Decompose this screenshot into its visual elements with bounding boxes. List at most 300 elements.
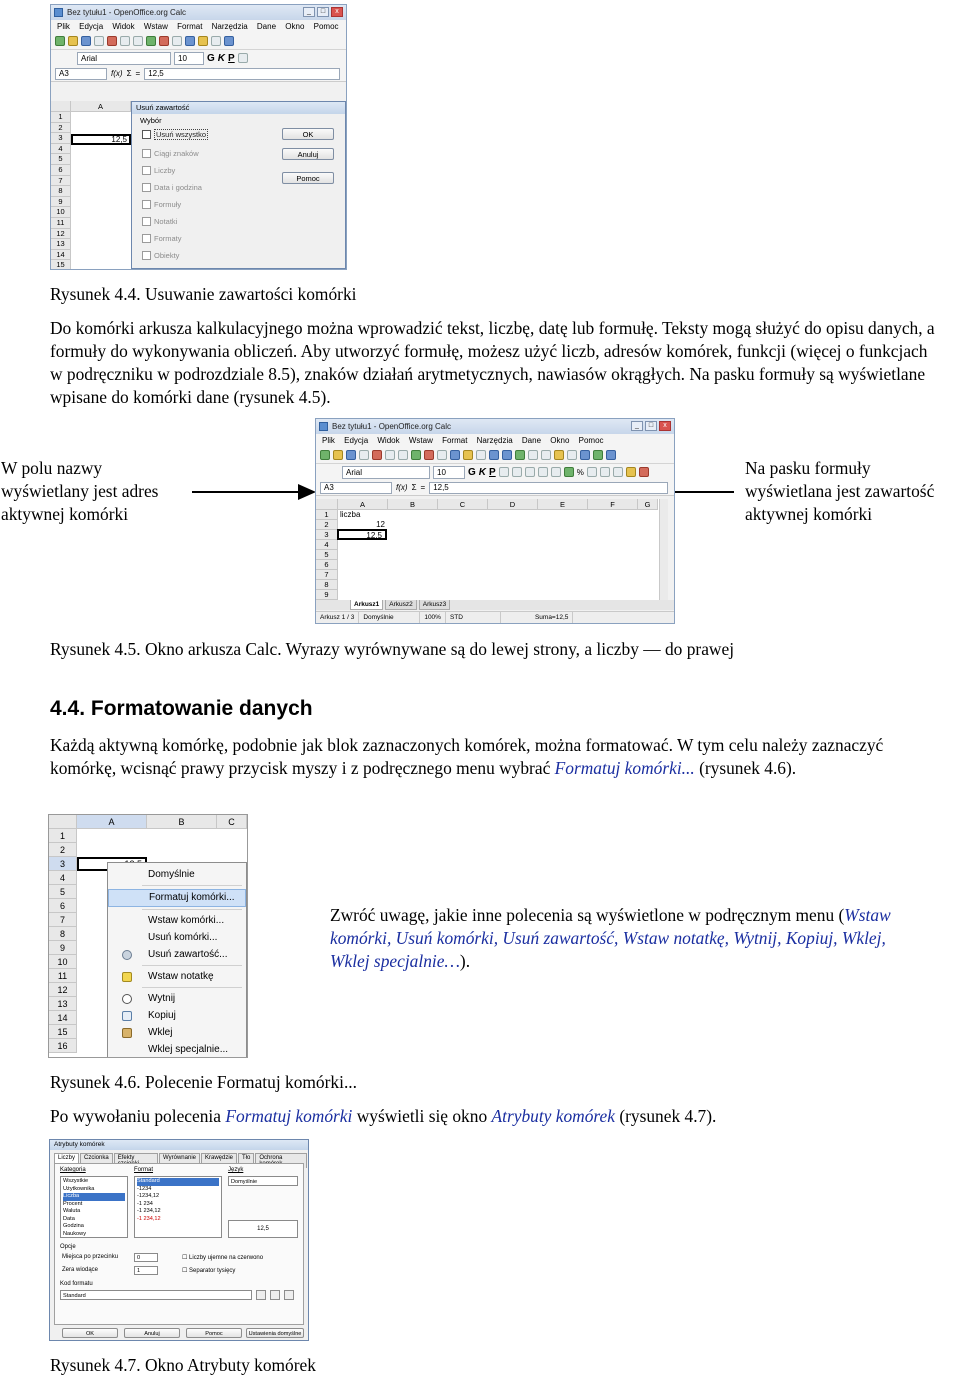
attributes-dialog-title: Atrybuty komórek (50, 1140, 308, 1150)
fig45-grid (316, 499, 666, 600)
row-header[interactable]: 8 (316, 580, 338, 590)
column-header[interactable]: C (438, 499, 488, 510)
menu-plik[interactable]: Plik (57, 22, 70, 31)
cancel-button[interactable]: Anuluj (124, 1328, 180, 1338)
corner-cell[interactable] (49, 815, 77, 829)
menu-okno[interactable]: Okno (550, 436, 570, 445)
cut-icon[interactable] (172, 36, 182, 46)
dialog-title: Usuń zawartość (132, 102, 345, 114)
preview-icon[interactable] (398, 450, 408, 460)
menu-item-insert-note[interactable] (108, 969, 246, 985)
note-items: Wstaw komórki, Usuń komórki, Usuń zawartość, Wstaw notatkę, Wytnij, Kopiuj, Wklej, Wklej specjalnie… (330, 905, 891, 971)
font-size-select[interactable]: 10 (433, 466, 465, 479)
menu-item-delete-contents[interactable] (108, 947, 246, 963)
fig44-window-title: Bez tytułu1 - OpenOffice.org Calc (67, 8, 187, 17)
menu-wstaw[interactable]: Wstaw (143, 22, 168, 31)
language-label: Język (228, 1167, 244, 1173)
sort-desc-icon[interactable] (541, 450, 551, 460)
row-header[interactable]: 11 (49, 969, 77, 983)
option-formats[interactable]: Formaty (142, 234, 182, 243)
decimal-places-label: Miejsca po przecinku (62, 1254, 119, 1260)
equals-icon[interactable]: = (135, 69, 141, 78)
row-header[interactable]: 9 (49, 941, 77, 955)
font-name-select[interactable]: Arial (77, 52, 171, 65)
autospell-icon[interactable] (159, 36, 169, 46)
sort-asc-icon[interactable] (528, 450, 538, 460)
row-header[interactable]: 12 (49, 983, 77, 997)
menu-item-copy[interactable] (108, 1008, 246, 1024)
decimal-icon[interactable] (587, 467, 597, 477)
category-label: Kategoria (60, 1167, 86, 1173)
copy-icon (122, 1011, 132, 1021)
row-header[interactable]: 8 (51, 186, 71, 197)
dialog-group-label: Wybór (140, 116, 162, 125)
row-header[interactable]: 14 (49, 1011, 77, 1025)
navigator-icon[interactable] (580, 450, 590, 460)
sum-icon[interactable]: Σ (411, 483, 417, 492)
column-header[interactable]: G (638, 499, 658, 510)
paste-icon[interactable] (198, 36, 208, 46)
fig45-screenshot (315, 418, 675, 624)
option-objects[interactable]: Obiekty (142, 251, 179, 260)
right-annotation-line1: Na pasku formuły (745, 458, 871, 478)
bold-icon[interactable]: G (207, 52, 215, 64)
justify-icon[interactable] (538, 467, 548, 477)
category-item-selected[interactable]: Liczba (63, 1193, 125, 1201)
spellcheck-icon[interactable] (146, 36, 156, 46)
negative-red-label: Liczby ujemne na czerwono (189, 1255, 264, 1261)
status-bar (316, 611, 674, 623)
menu-separator (142, 965, 242, 966)
draw-icon[interactable] (567, 450, 577, 460)
menu-item-paste-label: Wklej (148, 1027, 173, 1038)
row-header[interactable]: 5 (316, 550, 338, 560)
format-list[interactable] (134, 1176, 222, 1238)
right-annotation-line2: wyświetlana jest zawartość (745, 481, 935, 501)
indent-icon[interactable] (600, 467, 610, 477)
menu-dane[interactable]: Dane (256, 22, 277, 31)
format-item[interactable]: -1 234,12 (137, 1208, 161, 1214)
menu-format[interactable]: Format (177, 22, 203, 31)
fig44-toolbar (51, 33, 346, 50)
copy-icon[interactable] (185, 36, 195, 46)
note-text: Zwróć uwagę, jakie inne polecenia są wyświetlone w podręcznym menu ( (330, 905, 845, 925)
fig45-format-bar (316, 464, 674, 480)
row-header[interactable]: 6 (316, 560, 338, 570)
left-annotation-line3: aktywnej komórki (1, 504, 129, 524)
menu-item-delete-cells[interactable]: Usuń komórki... (148, 932, 218, 943)
paragraph-attributes (50, 1105, 716, 1128)
save-icon[interactable] (81, 36, 91, 46)
note-context-menu (330, 904, 920, 973)
row-header[interactable]: 4 (51, 144, 71, 155)
menu-pomoc[interactable]: Pomoc (313, 22, 339, 31)
row-header[interactable]: 14 (51, 250, 71, 261)
row-header[interactable]: 7 (49, 913, 77, 927)
align-left-icon[interactable] (499, 467, 509, 477)
paragraph-intro: Do komórki arkusza kalkulacyjnego można wprowadzić tekst, liczbę, datę lub formułę. Teksty mogą służyć do opisu danych, a formuły do wykonywania obliczeń. Aby utworzyć formułę, możesz użyć liczb, adresów komórek, funkcji (więcej o funkcjach w podręczniku w podrozdziale 8.5), znaków działań arytmetycznych, nawiasów okrągłych. Na pasku formuły są wyświetlane wpisane do komórki dane (rysunek 4.5). (50, 318, 935, 407)
row-header[interactable]: 4 (49, 871, 77, 885)
preview-icon[interactable] (133, 36, 143, 46)
maximize-icon[interactable]: □ (645, 421, 657, 431)
gallery-icon[interactable] (593, 450, 603, 460)
tab-font-effects[interactable]: Efekty (114, 1153, 158, 1168)
cut-icon[interactable] (437, 450, 447, 460)
undo-icon[interactable] (489, 450, 499, 460)
fig45-formula-bar (316, 480, 674, 496)
menu-item-copy-label: Kopiuj (148, 1010, 176, 1021)
font-name-select[interactable]: Arial (342, 466, 430, 479)
option-numbers[interactable]: Liczby (142, 166, 175, 175)
row-header[interactable]: 7 (51, 176, 71, 187)
format-cells-link-2: Formatuj komórki (225, 1106, 353, 1126)
status-mode: STD (446, 612, 501, 623)
menu-item-insert-cells[interactable]: Wstaw komórki... (148, 915, 225, 926)
print-icon[interactable] (120, 36, 130, 46)
help-button[interactable]: Pomoc (186, 1328, 242, 1338)
category-item[interactable]: Godzina (63, 1223, 84, 1229)
sum-icon[interactable]: Σ (126, 69, 132, 78)
row-header[interactable]: 6 (49, 899, 77, 913)
fig45-menubar (316, 434, 674, 447)
delete-contents-dialog (131, 101, 346, 269)
brush-icon[interactable] (211, 36, 221, 46)
close-icon[interactable]: x (659, 421, 671, 431)
row-header[interactable]: 2 (51, 123, 71, 134)
row-header[interactable]: 4 (316, 540, 338, 550)
cell-a1[interactable]: liczba (340, 510, 361, 519)
row-header[interactable]: 10 (51, 207, 71, 218)
language-select[interactable]: Domyślnie (228, 1176, 298, 1186)
row-header[interactable]: 11 (51, 218, 71, 229)
option-strings[interactable]: Ciągi znaków (142, 149, 199, 158)
check-icon[interactable] (256, 1290, 266, 1300)
currency-icon[interactable] (564, 467, 574, 477)
paste-icon (122, 1028, 132, 1038)
pdf-icon[interactable] (372, 450, 382, 460)
status-style: Domyślnie (359, 612, 420, 623)
right-annotation (745, 457, 960, 526)
option-notes[interactable]: Notatki (142, 217, 177, 226)
italic-icon[interactable]: K (478, 466, 487, 478)
cell-attributes-dialog (49, 1139, 309, 1341)
menu-widok[interactable]: Widok (377, 436, 400, 445)
row-header[interactable]: 13 (51, 239, 71, 250)
option-delete-all[interactable]: Usuń wszystko (142, 129, 208, 140)
ok-button[interactable]: OK (282, 128, 334, 140)
format-preview: 12,5 (228, 1220, 298, 1238)
row-header[interactable]: 3 (51, 133, 71, 144)
column-header[interactable]: C (217, 815, 247, 829)
column-header-a[interactable]: A (71, 101, 131, 112)
row-header[interactable]: 1 (51, 112, 71, 123)
fig44-screenshot (50, 4, 347, 270)
row-header[interactable]: 15 (51, 260, 71, 270)
align-center-icon[interactable] (512, 467, 522, 477)
formula-input[interactable]: 12,5 (429, 482, 668, 494)
fig44-window-buttons (303, 7, 343, 17)
scissors-icon (122, 994, 132, 1004)
fig44-format-bar (51, 50, 346, 66)
format-code-label: Kod formatu (60, 1281, 93, 1287)
column-header[interactable]: E (538, 499, 588, 510)
menu-okno[interactable]: Okno (285, 22, 305, 31)
menu-edycja[interactable]: Edycja (79, 22, 104, 31)
tab-arkusz2[interactable]: Arkusz2 (385, 600, 416, 610)
row-header[interactable]: 15 (49, 1025, 77, 1039)
menu-separator (142, 909, 242, 910)
fig46-screenshot (48, 814, 248, 1058)
edit-comment-icon[interactable] (270, 1290, 280, 1300)
paragraph-attributes-text: Po wywołaniu polecenia (50, 1106, 226, 1126)
save-icon[interactable] (346, 450, 356, 460)
menu-separator (142, 987, 242, 988)
leading-zeros-label: Zera wiodące (62, 1267, 99, 1273)
column-header[interactable]: A (338, 499, 388, 510)
tab-alignment[interactable]: Wyrównanie (159, 1153, 200, 1168)
format-item[interactable]: -1 234 (137, 1200, 153, 1207)
italic-icon[interactable]: K (217, 52, 226, 64)
borders-icon[interactable] (613, 467, 623, 477)
fig45-caption: Rysunek 4.5. Okno arkusza Calc. Wyrazy wyrównywane są do lewej strony, a liczby — do prawej (50, 639, 735, 659)
paragraph-format-text: Każdą aktywną komórkę, podobnie jak blok zaznaczonych komórek, można formatować. W tym celu należy zaznaczyć komórkę, wcisnąć prawy przycisk myszy i z podręcznego menu wybrać (50, 735, 884, 778)
row-header[interactable]: 9 (51, 197, 71, 208)
bold-icon[interactable]: G (468, 466, 476, 478)
menu-separator (142, 885, 242, 886)
left-annotation-line2: wyświetlany jest adres (1, 481, 159, 501)
brush-icon[interactable] (476, 450, 486, 460)
status-sum: Suma=12,5 (531, 612, 573, 623)
menu-plik[interactable]: Plik (322, 436, 335, 445)
minimize-icon[interactable]: _ (631, 421, 643, 431)
tab-cell-protection[interactable]: Ochrona (255, 1153, 307, 1168)
cell-a3[interactable]: 12,5 (71, 134, 131, 145)
menu-item-cut[interactable] (108, 991, 246, 1007)
tab-borders[interactable]: Krawędzie (201, 1153, 237, 1168)
corner-cell[interactable] (316, 499, 338, 510)
reset-defaults-button[interactable]: Ustawienia domyślne (246, 1328, 304, 1338)
menu-item-paste[interactable] (108, 1025, 246, 1041)
edit-icon[interactable] (359, 450, 369, 460)
cancel-button[interactable]: Anuluj (282, 148, 334, 160)
tab-background[interactable]: Tło (238, 1153, 254, 1168)
fig45-titlebar (316, 419, 674, 434)
format-cells-link: Formatuj komórki... (554, 758, 695, 778)
open-folder-icon[interactable] (333, 450, 343, 460)
fig45-window-title: Bez tytułu1 - OpenOffice.org Calc (332, 422, 452, 431)
ok-button[interactable]: OK (62, 1328, 118, 1338)
pdf-icon[interactable] (107, 36, 117, 46)
underline-icon[interactable]: P (489, 466, 496, 478)
row-header[interactable]: 8 (49, 927, 77, 941)
hyperlink-icon[interactable] (515, 450, 525, 460)
menu-edycja[interactable]: Edycja (344, 436, 369, 445)
fig44-menubar (51, 20, 346, 33)
row-header[interactable]: 16 (49, 1039, 77, 1053)
row-header[interactable]: 5 (49, 885, 77, 899)
column-header[interactable]: D (488, 499, 538, 510)
column-header[interactable]: B (147, 815, 217, 829)
status-sheet: Arkusz 1 / 3 (316, 612, 359, 623)
format-item[interactable]: -1234,12 (137, 1193, 160, 1199)
category-item[interactable]: Naukowy (63, 1230, 87, 1237)
format-code-input[interactable]: Standard (60, 1290, 252, 1300)
row-header[interactable]: 3 (49, 857, 77, 871)
row-header[interactable]: 5 (51, 154, 71, 165)
minimize-icon[interactable]: _ (303, 7, 315, 17)
format-item[interactable]: -1234 (137, 1185, 152, 1192)
thousands-separator-checkbox[interactable]: ☐ Separator tysięcy (182, 1268, 236, 1274)
corner-cell[interactable] (51, 101, 71, 112)
column-header[interactable]: B (388, 499, 438, 510)
category-item[interactable]: Waluta (63, 1208, 81, 1214)
section-heading: 4.4. Formatowanie danych (50, 697, 313, 720)
delete-icon[interactable] (284, 1290, 294, 1300)
help-button[interactable]: Pomoc (282, 172, 334, 184)
leading-zeros-input[interactable]: 1 (134, 1266, 158, 1275)
row-header[interactable]: 7 (316, 570, 338, 580)
format-item[interactable]: -1 234,12 (137, 1215, 161, 1222)
row-header[interactable]: 1 (316, 510, 338, 520)
align-left-icon[interactable] (238, 53, 248, 63)
format-item-selected[interactable]: Standard (137, 1178, 219, 1186)
menu-item-default[interactable]: Domyślnie (148, 869, 195, 880)
decimal-places-input[interactable]: 0 (134, 1253, 158, 1262)
tab-arkusz3[interactable]: Arkusz3 (419, 600, 450, 610)
edit-icon[interactable] (94, 36, 104, 46)
fig45-toolbar (316, 447, 674, 464)
row-header[interactable]: 2 (316, 520, 338, 530)
autospell-icon[interactable] (424, 450, 434, 460)
chart-icon[interactable] (554, 450, 564, 460)
fig47-caption: Rysunek 4.7. Okno Atrybuty komórek (50, 1355, 316, 1375)
menu-dane[interactable]: Dane (521, 436, 542, 445)
fig44-formula-bar (51, 66, 346, 82)
function-wizard-icon[interactable]: f(x) (396, 483, 408, 492)
name-box[interactable]: A3 (55, 68, 107, 80)
context-menu (107, 862, 247, 1058)
background-color-icon[interactable] (626, 467, 636, 477)
menu-narzedzia[interactable]: Narzędzia (211, 22, 248, 31)
row-header[interactable]: 6 (51, 165, 71, 176)
maximize-icon[interactable]: □ (317, 7, 329, 17)
cell-attributes-link: Atrybuty komórek (491, 1106, 615, 1126)
calc-app-icon (319, 422, 328, 431)
font-color-icon[interactable] (639, 467, 649, 477)
category-item[interactable]: Procent (63, 1200, 83, 1207)
menu-item-paste-special[interactable]: Wklej specjalnie... (148, 1044, 229, 1055)
menu-pomoc[interactable]: Pomoc (578, 436, 604, 445)
negative-red-checkbox[interactable]: ☐ Liczby ujemne na czerwono (182, 1255, 264, 1261)
new-document-icon[interactable] (55, 36, 65, 46)
column-header[interactable]: F (588, 499, 638, 510)
row-header[interactable]: 13 (49, 997, 77, 1011)
redo-icon[interactable] (502, 450, 512, 460)
menu-format[interactable]: Format (442, 436, 468, 445)
equals-icon[interactable]: = (420, 483, 426, 492)
menu-item-format-cells[interactable]: Formatuj komórki... (108, 889, 246, 907)
vertical-scrollbar[interactable] (659, 499, 668, 600)
cell-a3[interactable]: 12,5 (337, 529, 387, 540)
spellcheck-icon[interactable] (411, 450, 421, 460)
fig45-window-buttons (631, 421, 671, 431)
category-list[interactable] (60, 1176, 128, 1238)
close-icon[interactable]: x (331, 7, 343, 17)
row-header[interactable]: 12 (51, 229, 71, 240)
row-header[interactable]: 3 (316, 530, 338, 540)
function-wizard-icon[interactable]: f(x) (111, 69, 123, 78)
column-header[interactable]: A (77, 815, 147, 829)
fig44-titlebar (51, 5, 346, 20)
row-header[interactable]: 9 (316, 590, 338, 600)
row-header[interactable]: 10 (49, 955, 77, 969)
row-header[interactable]: 1 (49, 829, 77, 843)
calc-app-icon (54, 8, 63, 17)
open-folder-icon[interactable] (68, 36, 78, 46)
right-annotation-line3: aktywnej komórki (745, 504, 873, 524)
paragraph-format (50, 734, 945, 780)
format-label: Format (134, 1167, 154, 1173)
options-label: Opcje (60, 1244, 76, 1250)
percent-icon[interactable]: % (576, 467, 584, 477)
left-annotation-line1: W polu nazwy (1, 458, 103, 478)
new-document-icon[interactable] (320, 450, 330, 460)
thousands-separator-label: Separator tysięcy (189, 1268, 236, 1274)
option-date-time[interactable]: Data i godzina (142, 183, 202, 192)
paragraph-attributes-end: (rysunek 4.7). (614, 1106, 717, 1126)
align-right-icon[interactable] (525, 467, 535, 477)
copy-icon[interactable] (450, 450, 460, 460)
cell-a2[interactable]: 12 (376, 520, 385, 529)
category-item[interactable]: Data (63, 1215, 75, 1222)
menu-narzedzia[interactable]: Narzędzia (476, 436, 513, 445)
menu-item-cut-label: Wytnij (148, 993, 176, 1004)
name-box[interactable]: A3 (320, 482, 392, 494)
menu-widok[interactable]: Widok (112, 22, 135, 31)
undo-icon[interactable] (224, 36, 234, 46)
merge-cells-icon[interactable] (551, 467, 561, 477)
menu-wstaw[interactable]: Wstaw (408, 436, 433, 445)
left-arrow-line (192, 491, 304, 493)
fig46-caption: Rysunek 4.6. Polecenie Formatuj komórki... (50, 1072, 357, 1092)
category-item[interactable]: Wszystkie (63, 1178, 89, 1184)
menu-item-insert-note-label: Wstaw notatkę (148, 971, 214, 982)
row-header[interactable]: 2 (49, 843, 77, 857)
note-end: ). (459, 951, 471, 971)
left-annotation (1, 457, 186, 526)
category-item[interactable]: Użytkownika (63, 1185, 95, 1192)
arrow-right-icon (298, 484, 316, 500)
note-icon (122, 972, 132, 982)
tab-numbers[interactable]: Liczby (54, 1153, 79, 1168)
help-icon[interactable] (606, 450, 616, 460)
fig44-caption: Rysunek 4.4. Usuwanie zawartości komórki (50, 284, 357, 304)
tab-font[interactable]: Czcionka (80, 1153, 113, 1168)
underline-icon[interactable]: P (228, 52, 235, 64)
paragraph-attributes-middle: wyświetli się okno (352, 1106, 492, 1126)
trash-icon (122, 950, 132, 960)
formula-input[interactable]: 12,5 (144, 68, 340, 80)
print-icon[interactable] (385, 450, 395, 460)
paragraph-format-end: (rysunek 4.6). (694, 758, 797, 778)
status-zoom[interactable]: 100% (420, 612, 446, 623)
menu-item-delete-contents-label: Usuń zawartość... (148, 949, 228, 960)
paste-icon[interactable] (463, 450, 473, 460)
sheet-tabs (316, 600, 674, 610)
font-size-select[interactable]: 10 (174, 52, 204, 65)
tab-arkusz1[interactable]: Arkusz1 (350, 600, 383, 610)
option-formulas[interactable]: Formuły (142, 200, 181, 209)
